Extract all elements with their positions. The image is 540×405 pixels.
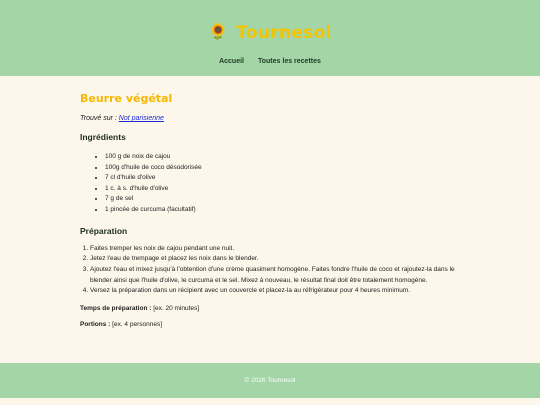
ingredient-item: • 100g d'huile de coco désodorisée bbox=[105, 163, 460, 174]
footer-copyright: © 2026 Tournesol bbox=[244, 377, 296, 384]
ingredient-item: • 100 g de noix de cajou bbox=[105, 152, 460, 163]
prep-time-value: [ex. 20 minutes] bbox=[151, 305, 200, 313]
preparation-heading: Préparation bbox=[80, 225, 128, 236]
source-link[interactable]: Not parisienne bbox=[118, 115, 164, 122]
prep-time bbox=[80, 305, 460, 312]
ingredient-item: • 1 c. à s. d'huile d'olive bbox=[105, 184, 460, 195]
brand[interactable] bbox=[0, 22, 540, 44]
preparation-steps bbox=[80, 244, 460, 298]
source-label: Trouvé sur : bbox=[80, 115, 119, 122]
recipe-title: Beurre végétal bbox=[80, 92, 173, 105]
ingredient-item: • 1 pincée de curcuma (facultatif) bbox=[105, 205, 460, 216]
portions-label: Portions : bbox=[80, 321, 111, 329]
site-footer bbox=[0, 363, 540, 398]
ingredients-list bbox=[80, 152, 460, 216]
step-item: 4. Versez la préparation dans un récipient avec un couvercle et placez-la au réfrigérateur pour 4 heures minimum. bbox=[90, 286, 460, 297]
step-item: 1. Faites tremper les noix de cajou pendant une nuit. bbox=[90, 244, 460, 255]
site-header bbox=[0, 0, 540, 76]
nav-link-accueil[interactable]: Accueil bbox=[219, 58, 244, 65]
main-nav bbox=[0, 58, 540, 65]
ingredient-item: • 7 cl d'huile d'olive bbox=[105, 173, 460, 184]
nav-link-toutes-les-recettes[interactable]: Toutes les recettes bbox=[258, 58, 321, 65]
portions bbox=[80, 321, 460, 328]
recipe-source bbox=[80, 115, 460, 122]
step-item: 2. Jetez l'eau de trempage et placez les noix dans le blender. bbox=[90, 254, 460, 265]
recipe-content bbox=[80, 76, 460, 328]
ingredients-heading: Ingrédients bbox=[80, 132, 126, 142]
portions-value: [ex. 4 personnes] bbox=[110, 321, 163, 329]
ingredient-item: • 7 g de sel bbox=[105, 194, 460, 205]
sunflower-icon: 🌻 bbox=[208, 24, 229, 41]
prep-time-label: Temps de préparation : bbox=[80, 305, 152, 313]
brand-name[interactable]: Tournesol bbox=[236, 23, 332, 43]
step-item: 3. Ajoutez l'eau et mixez jusqu'à l'obtention d'une crème quasiment homogène. Faites fondre l'huile de coco et rajoutez-la dans le blender ainsi que l'huile d'olive, le curcuma et le sel. Mixez à nouveau, le résultat final doit être totalement homogène. bbox=[90, 265, 460, 286]
